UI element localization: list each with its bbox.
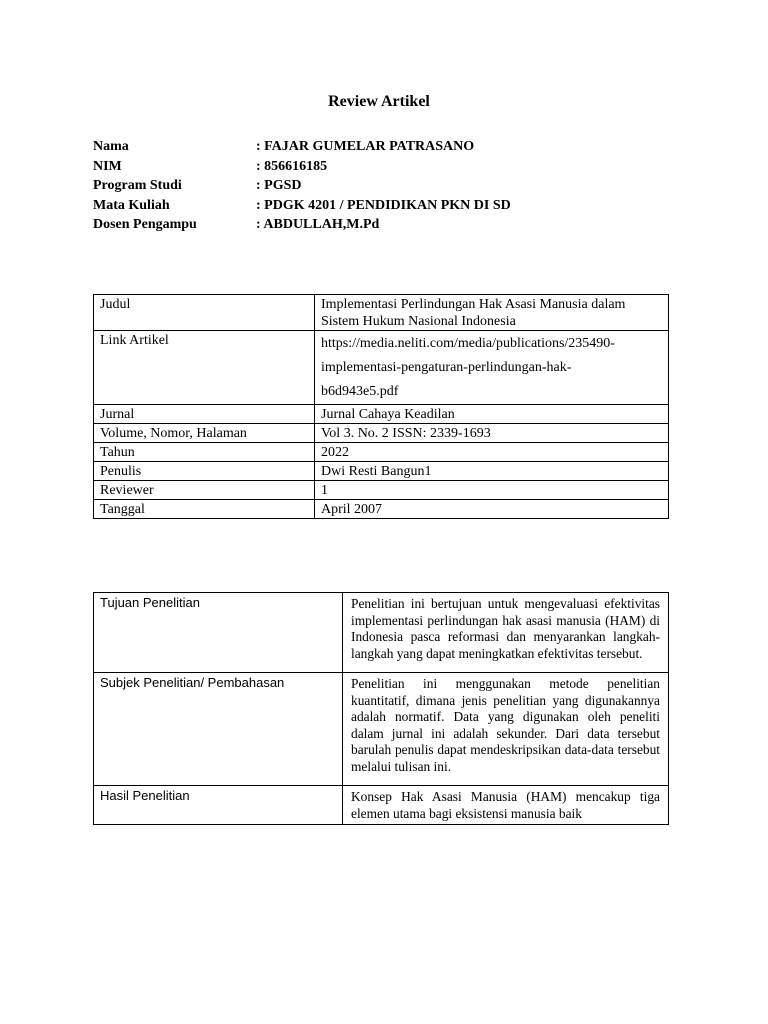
- identity-row-dosen-pengampu: [93, 215, 511, 235]
- cell-label: Jurnal: [94, 405, 315, 424]
- table-row-tujuan: [94, 593, 669, 673]
- identity-value: : PGSD: [256, 178, 302, 193]
- cell-value: 1: [315, 481, 669, 500]
- cell-label: Link Artikel: [94, 331, 315, 405]
- identity-label: Nama: [93, 139, 129, 154]
- identity-block: [93, 137, 511, 235]
- cell-label: Penulis: [94, 462, 315, 481]
- identity-label: NIM: [93, 158, 122, 174]
- cell-value: Penelitian ini bertujuan untuk mengevaluasi efektivitas implementasi perlindungan hak asasi manusia (HAM) di Indonesia pasca reformasi dan menyarankan langkah-langkah yang dapat meningkatkan efektivitas tersebut.: [343, 593, 669, 673]
- cell-label: Reviewer: [94, 481, 315, 500]
- identity-label: Program Studi: [93, 178, 182, 193]
- identity-row-nama: [93, 137, 511, 157]
- table-row-hasil: [94, 786, 669, 825]
- cell-label: Tahun: [94, 443, 315, 462]
- identity-row-mata-kuliah: [93, 196, 511, 216]
- cell-value: Penelitian ini menggunakan metode penelitian kuantitatif, dimana jenis penelitian yang digunakannya adalah normatif. Data yang digunakan oleh peneliti dalam jurnal ini adalah sekunder. Dari data tersebut barulah penulis dapat mendeskripsikan data-data tersebut melalui tulisan ini.: [343, 673, 669, 786]
- cell-label: Volume, Nomor, Halaman: [94, 424, 315, 443]
- identity-row-program-studi: [93, 176, 511, 196]
- table-row-subjek: [94, 673, 669, 786]
- cell-value: Jurnal Cahaya Keadilan: [315, 405, 669, 424]
- cell-value: April 2007: [315, 500, 669, 519]
- table-row-link: [94, 331, 669, 405]
- cell-value: Implementasi Perlindungan Hak Asasi Manusia dalam Sistem Hukum Nasional Indonesia: [315, 295, 669, 331]
- cell-label: Judul: [94, 295, 315, 331]
- cell-value: Konsep Hak Asasi Manusia (HAM) mencakup tiga elemen utama bagi eksistensi manusia baik: [343, 786, 669, 825]
- identity-label: Mata Kuliah: [93, 197, 170, 213]
- identity-value: : 856616185: [256, 158, 328, 174]
- identity-value: : PDGK 4201 / PENDIDIKAN PKN DI SD: [256, 197, 511, 213]
- cell-label: Subjek Penelitian/ Pembahasan: [94, 673, 343, 786]
- cell-label: Hasil Penelitian: [94, 786, 343, 825]
- link-line: b6d943e5.pdf: [321, 384, 399, 399]
- table-row-volume: [94, 424, 669, 443]
- link-line: https://media.neliti.com/media/publications/235490-: [321, 336, 615, 351]
- cell-label: Tanggal: [94, 500, 315, 519]
- table-row-reviewer: [94, 481, 669, 500]
- cell-value: Dwi Resti Bangun1: [315, 462, 669, 481]
- identity-row-nim: [93, 157, 511, 177]
- summary-table: [93, 592, 669, 825]
- table-row-tanggal: [94, 500, 669, 519]
- table-row-penulis: [94, 462, 669, 481]
- table-row-jurnal: [94, 405, 669, 424]
- article-info-table: [93, 294, 669, 519]
- identity-value: : ABDULLAH,M.Pd: [256, 217, 380, 232]
- document-title: Review Artikel: [328, 93, 430, 110]
- table-row-tahun: [94, 443, 669, 462]
- link-line: implementasi-pengaturan-perlindungan-hak-: [321, 360, 572, 375]
- table-row-judul: [94, 295, 669, 331]
- cell-value: 2022: [315, 443, 669, 462]
- identity-value: : FAJAR GUMELAR PATRASANO: [256, 139, 475, 154]
- article-link[interactable]: [315, 331, 669, 405]
- identity-label: Dosen Pengampu: [93, 217, 197, 232]
- cell-label: Tujuan Penelitian: [94, 593, 343, 673]
- cell-value: Vol 3. No. 2 ISSN: 2339-1693: [315, 424, 669, 443]
